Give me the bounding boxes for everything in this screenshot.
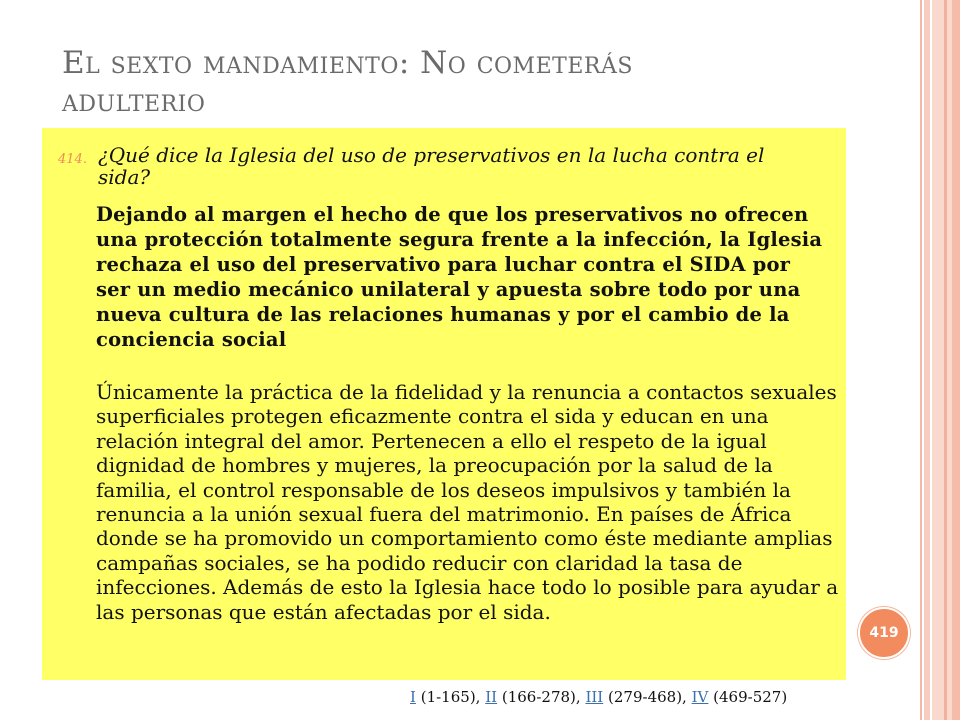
- decorative-stripe: [924, 0, 930, 720]
- question-text: ¿Qué dice la Iglesia del uso de preservativos en la lucha contra el sida?: [98, 143, 765, 189]
- footer-range-part-4: (469-527): [713, 688, 788, 706]
- answer-bold-paragraph: Dejando al margen el hecho de que los preservativos no ofrecen una protección totalmente segura frente a la infección, la Iglesia rechaza el uso del preservativo para luchar contra el SIDA por ser un medio mecánico unilateral y apuesta sobre todo por una nueva cultura de las relaciones humanas y por el cambio de la conciencia social: [96, 203, 823, 351]
- question-number: 414.: [58, 152, 87, 167]
- page-number-badge: 419: [858, 607, 910, 659]
- slide-title-line-2: adulterio: [62, 83, 206, 119]
- footer-link-part-1[interactable]: I: [410, 688, 416, 706]
- footer-range-part-2: (166-278),: [501, 688, 581, 706]
- footer-part-links: [410, 688, 850, 706]
- decorative-stripe: [944, 0, 947, 720]
- slide-title: [62, 44, 902, 120]
- answer-body-paragraph: Únicamente la práctica de la fidelidad y la renuncia a contactos sexuales superficiales protegen eficazmente contra el sida y educan en una relación integral del amor. Pertenecen a ello el respeto de la igual dignidad de hombres y mujeres, la preocupación por la salud de la familia, el control responsable de los deseos impulsivos y también la renuncia a la unión sexual fuera del matrimonio. En países de África donde se ha promovido un comportamiento como éste mediante amplias campañas sociales, se ha podido reducir con claridad la tasa de infecciones. Además de esto la Iglesia hace todo lo posible para ayudar a las personas que están afectadas por el sida.: [96, 380, 839, 624]
- footer-range-part-1: (1-165),: [420, 688, 481, 706]
- footer-link-part-3[interactable]: III: [585, 688, 604, 706]
- footer-range-part-3: (279-468),: [608, 688, 687, 706]
- decorative-stripe: [920, 0, 922, 720]
- slide-title-line-1: El sexto mandamiento: No cometerás: [62, 45, 633, 81]
- footer-link-part-4[interactable]: IV: [691, 688, 709, 706]
- footer-link-part-2[interactable]: II: [485, 688, 498, 706]
- decorative-stripe: [952, 0, 960, 720]
